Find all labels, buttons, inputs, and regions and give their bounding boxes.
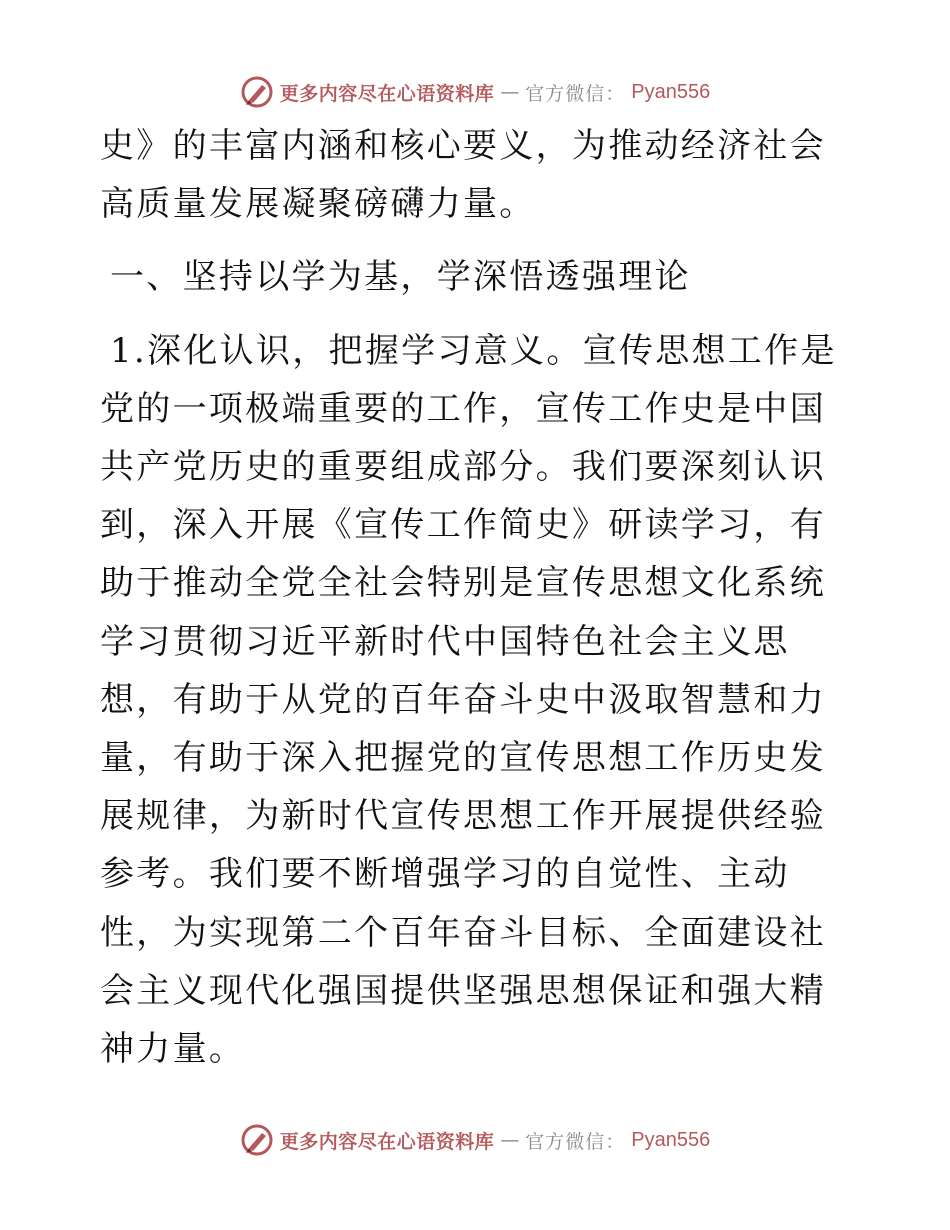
document-body xyxy=(100,117,852,1078)
watermark-handle: Pyan556 xyxy=(631,80,711,103)
watermark-text: 更多内容尽在心语资料库 xyxy=(279,1130,495,1153)
watermark-label: 官方微信： xyxy=(525,82,626,105)
watermark-handle: Pyan556 xyxy=(631,1128,711,1151)
section-heading xyxy=(100,248,852,306)
watermark-separator: — xyxy=(500,81,520,103)
continuation-paragraph: 史》的丰富内涵和核心要义，为推动经济社会高质量发展凝聚磅礴力量。 xyxy=(100,126,826,225)
watermark-label: 官方微信： xyxy=(525,1130,626,1153)
watermark-separator: — xyxy=(500,1129,520,1151)
pen-logo-icon xyxy=(240,1123,274,1157)
footer-watermark xyxy=(0,1120,950,1160)
section-heading-text: 一、坚持以学为基，学深悟透强理论 xyxy=(110,257,691,298)
item-paragraph-1 xyxy=(100,322,852,1079)
header-watermark xyxy=(0,72,950,112)
pen-logo-icon xyxy=(240,75,274,109)
watermark-text: 更多内容尽在心语资料库 xyxy=(279,82,495,105)
item-paragraph-1-text: 1.深化认识，把握学习意义。宣传思想工作是党的一项极端重要的工作，宣传工作史是中国共产党历史的重要组成部分。我们要深刻认识到，深入开展《宣传工作简史》研读学习，有助于推动全党全社会特别是宣传思想文化系统学习贯彻习近平新时代中国特色社会主义思想，有助于从党的百年奋斗史中汲取智慧和力量，有助于深入把握党的宣传思想工作历史发展规律，为新时代宣传思想工作开展提供经验参考。我们要不断增强学习的自觉性、主动性，为实现第二个百年奋斗目标、全面建设社会主义现代化强国提供坚强思想保证和强大精神力量。 xyxy=(100,330,837,1070)
